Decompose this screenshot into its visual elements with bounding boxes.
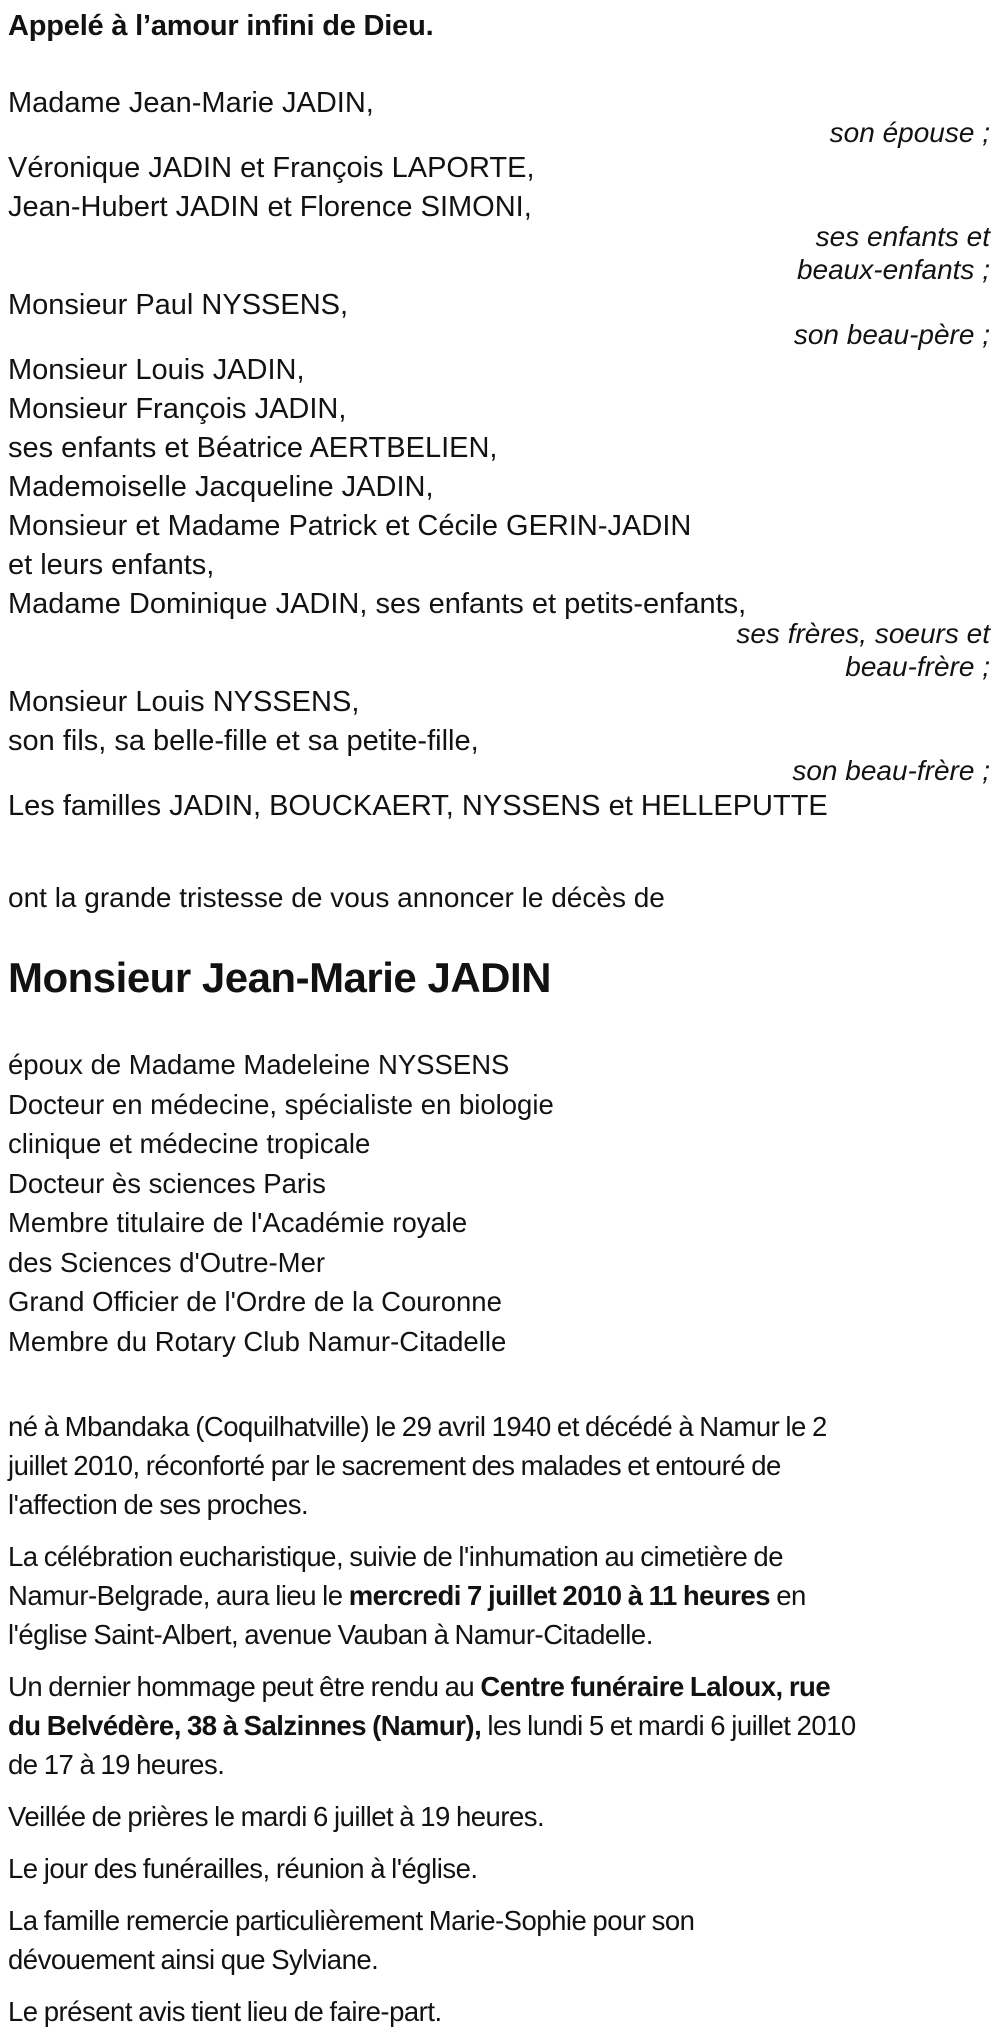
paragraph-line xyxy=(8,1485,990,1524)
detail-paragraph xyxy=(8,1537,990,1654)
paragraph-line xyxy=(8,1706,990,1745)
relation-label-line: beau-frère ; xyxy=(845,651,990,682)
family-member-line: Jean-Hubert JADIN et Florence SIMONI, xyxy=(8,191,532,223)
relation-label-line: beaux-enfants ; xyxy=(796,254,990,285)
text-segment: Namur-Belgrade, aura lieu le xyxy=(8,1580,349,1611)
paragraph-line xyxy=(8,1446,990,1485)
details-paragraphs xyxy=(8,1407,990,2031)
detail-paragraph xyxy=(8,1992,990,2031)
deceased-title-line: Docteur ès sciences Paris xyxy=(8,1167,326,1199)
titles-list xyxy=(8,1045,990,1361)
announcement-line: ont la grande tristesse de vous annoncer le décès de xyxy=(8,882,665,913)
relation-label-line: son beau-père ; xyxy=(793,319,990,350)
relation-label-line: son beau-frère ; xyxy=(792,755,990,786)
relation-label xyxy=(8,220,990,286)
family-list xyxy=(8,84,990,826)
deceased-title-line: Docteur en médecine, spécialiste en biologie xyxy=(8,1088,554,1120)
deceased-name: Monsieur Jean-Marie JADIN xyxy=(8,954,551,1001)
deceased-title-line: Grand Officier de l'Ordre de la Couronne xyxy=(8,1286,502,1317)
paragraph-line xyxy=(8,1745,990,1784)
detail-paragraph xyxy=(8,1901,990,1979)
paragraph-line xyxy=(8,1901,990,1940)
detail-paragraph xyxy=(8,1849,990,1888)
family-member-line: Monsieur Paul NYSSENS, xyxy=(8,289,349,321)
text-segment: l'église Saint-Albert, avenue Vauban à Namur-Citadelle. xyxy=(8,1619,653,1650)
paragraph-line xyxy=(8,1615,990,1654)
relation-label-line: ses frères, soeurs et xyxy=(736,618,990,649)
paragraph-line xyxy=(8,1407,990,1446)
deceased-title-line: Membre titulaire de l'Académie royale xyxy=(8,1207,468,1238)
bold-text-segment: Centre funéraire Laloux, rue xyxy=(480,1671,831,1702)
paragraph-line xyxy=(8,1797,990,1836)
family-member-line: ses enfants et Béatrice AERTBELIEN, xyxy=(8,432,498,464)
deceased-title-line: clinique et médecine tropicale xyxy=(8,1128,371,1159)
deceased-title-line: des Sciences d'Outre-Mer xyxy=(8,1246,326,1278)
text-segment: Le présent avis tient lieu de faire-part. xyxy=(8,1996,442,2027)
paragraph-line xyxy=(8,1849,990,1888)
family-member-line: Monsieur et Madame Patrick et Cécile GERIN-JADIN xyxy=(8,510,692,542)
family-member-line: et leurs enfants, xyxy=(8,549,215,581)
paragraph-line xyxy=(8,1940,990,1979)
text-segment: de 17 à 19 heures. xyxy=(8,1749,225,1780)
paragraph-line xyxy=(8,1576,990,1615)
deceased-title-line: époux de Madame Madeleine NYSSENS xyxy=(8,1049,510,1080)
relation-label-line: ses enfants et xyxy=(815,221,990,252)
family-member-line: son fils, sa belle-fille et sa petite-fille, xyxy=(8,725,479,757)
paragraph-line xyxy=(8,1667,990,1706)
text-segment: l'affection de ses proches. xyxy=(8,1489,309,1520)
family-member-line: Monsieur François JADIN, xyxy=(8,393,347,425)
page-header xyxy=(8,6,990,46)
relation-label-line: son épouse ; xyxy=(829,117,990,148)
text-segment: Le jour des funérailles, réunion à l'église. xyxy=(8,1853,478,1884)
family-member-line: Madame Jean-Marie JADIN, xyxy=(8,87,374,119)
paragraph-line xyxy=(8,1992,990,2031)
family-member-line: Madame Dominique JADIN, ses enfants et petits-enfants, xyxy=(8,588,747,620)
text-segment: en xyxy=(770,1580,806,1611)
family-member-line: Monsieur Louis NYSSENS, xyxy=(8,686,360,718)
bold-text-segment: mercredi 7 juillet 2010 à 11 heures xyxy=(348,1580,771,1611)
detail-paragraph xyxy=(8,1407,990,1524)
family-member-line: Les familles JADIN, BOUCKAERT, NYSSENS et HELLEPUTTE xyxy=(8,790,828,822)
family-member-line: Mademoiselle Jacqueline JADIN, xyxy=(8,471,434,503)
text-segment: Un dernier hommage peut être rendu au xyxy=(8,1671,481,1702)
text-segment: né à Mbandaka (Coquilhatville) le 29 avril 1940 et décédé à Namur le 2 xyxy=(8,1411,827,1442)
bold-text-segment: du Belvédère, 38 à Salzinnes (Namur), xyxy=(8,1710,482,1741)
deceased-title-line: Membre du Rotary Club Namur-Citadelle xyxy=(8,1325,507,1357)
detail-paragraph xyxy=(8,1667,990,1784)
paragraph-line xyxy=(8,1537,990,1576)
detail-paragraph xyxy=(8,1797,990,1836)
text-segment: les lundi 5 et mardi 6 juillet 2010 xyxy=(481,1710,856,1741)
text-segment: dévouement ainsi que Sylviane. xyxy=(8,1944,379,1975)
text-segment: Veillée de prières le mardi 6 juillet à 19 heures. xyxy=(8,1801,545,1832)
text-segment: La célébration eucharistique, suivie de l'inhumation au cimetière de xyxy=(8,1541,783,1572)
relation-label xyxy=(8,617,990,683)
text-segment: juillet 2010, réconforté par le sacrement des malades et entouré de xyxy=(8,1450,781,1481)
opening-line: Appelé à l’amour infini de Dieu. xyxy=(8,10,434,42)
family-member-line: Monsieur Louis JADIN, xyxy=(8,354,305,386)
family-member-line: Véronique JADIN et François LAPORTE, xyxy=(8,152,535,184)
text-segment: La famille remercie particulièrement Marie-Sophie pour son xyxy=(8,1905,695,1936)
